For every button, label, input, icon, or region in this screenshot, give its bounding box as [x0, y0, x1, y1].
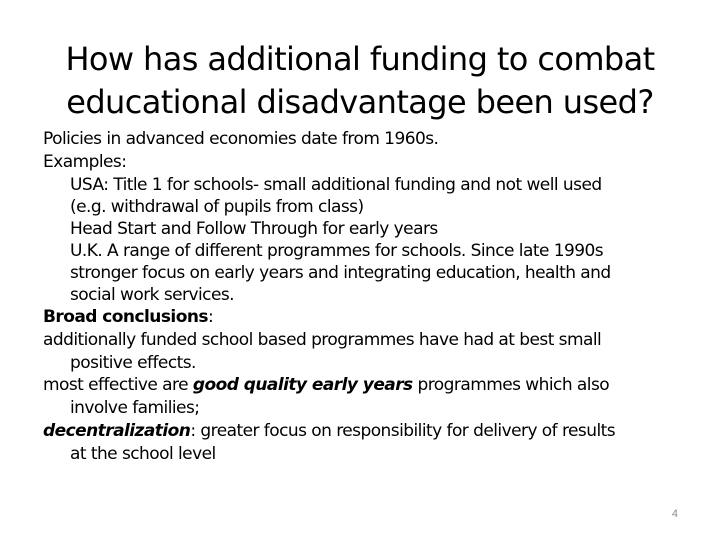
conclusion-1-line-2: positive effects.	[70, 353, 196, 373]
conclusion-2-suffix: programmes which also	[412, 375, 610, 395]
title-line-2: educational disadvantage been used?	[66, 83, 654, 121]
conclusion-2-line-2: involve families;	[70, 398, 200, 418]
conclusions-colon: :	[207, 307, 214, 327]
uk-line-2: stronger focus on early years and integrating education, health and	[70, 263, 611, 283]
slide-title	[20, 38, 700, 124]
usa-line-1: USA: Title 1 for schools- small additional funding and not well used	[70, 175, 602, 195]
slide-body	[43, 128, 683, 466]
uk-line-1: U.K. A range of different programmes for schools. Since late 1990s	[70, 241, 604, 261]
conclusions-heading	[43, 306, 683, 329]
conclusion-3-emphasis: decentralization	[43, 421, 191, 441]
conclusion-3-line-2: at the school level	[70, 444, 216, 464]
conclusion-3-suffix: : greater focus on responsibility for delivery of results	[190, 421, 616, 441]
usa-line-2: (e.g. withdrawal of pupils from class)	[70, 197, 364, 217]
usa-line-3: Head Start and Follow Through for early years	[70, 219, 438, 239]
examples-heading: Examples:	[43, 152, 127, 172]
conclusion-1-line-1: additionally funded school based programmes have had at best small	[43, 330, 602, 350]
intro-line: Policies in advanced economies date from 1960s.	[43, 129, 439, 149]
conclusion-2-line-1	[43, 374, 683, 397]
conclusion-2-prefix: most effective are	[43, 375, 193, 395]
conclusions-label: Broad conclusions	[43, 307, 208, 327]
uk-line-3: social work services.	[70, 285, 235, 305]
title-line-1: How has additional funding to combat	[65, 40, 655, 78]
conclusion-2-emphasis: good quality early years	[192, 375, 413, 395]
conclusion-3-line-1	[43, 420, 683, 443]
page-number: 4	[671, 508, 678, 520]
